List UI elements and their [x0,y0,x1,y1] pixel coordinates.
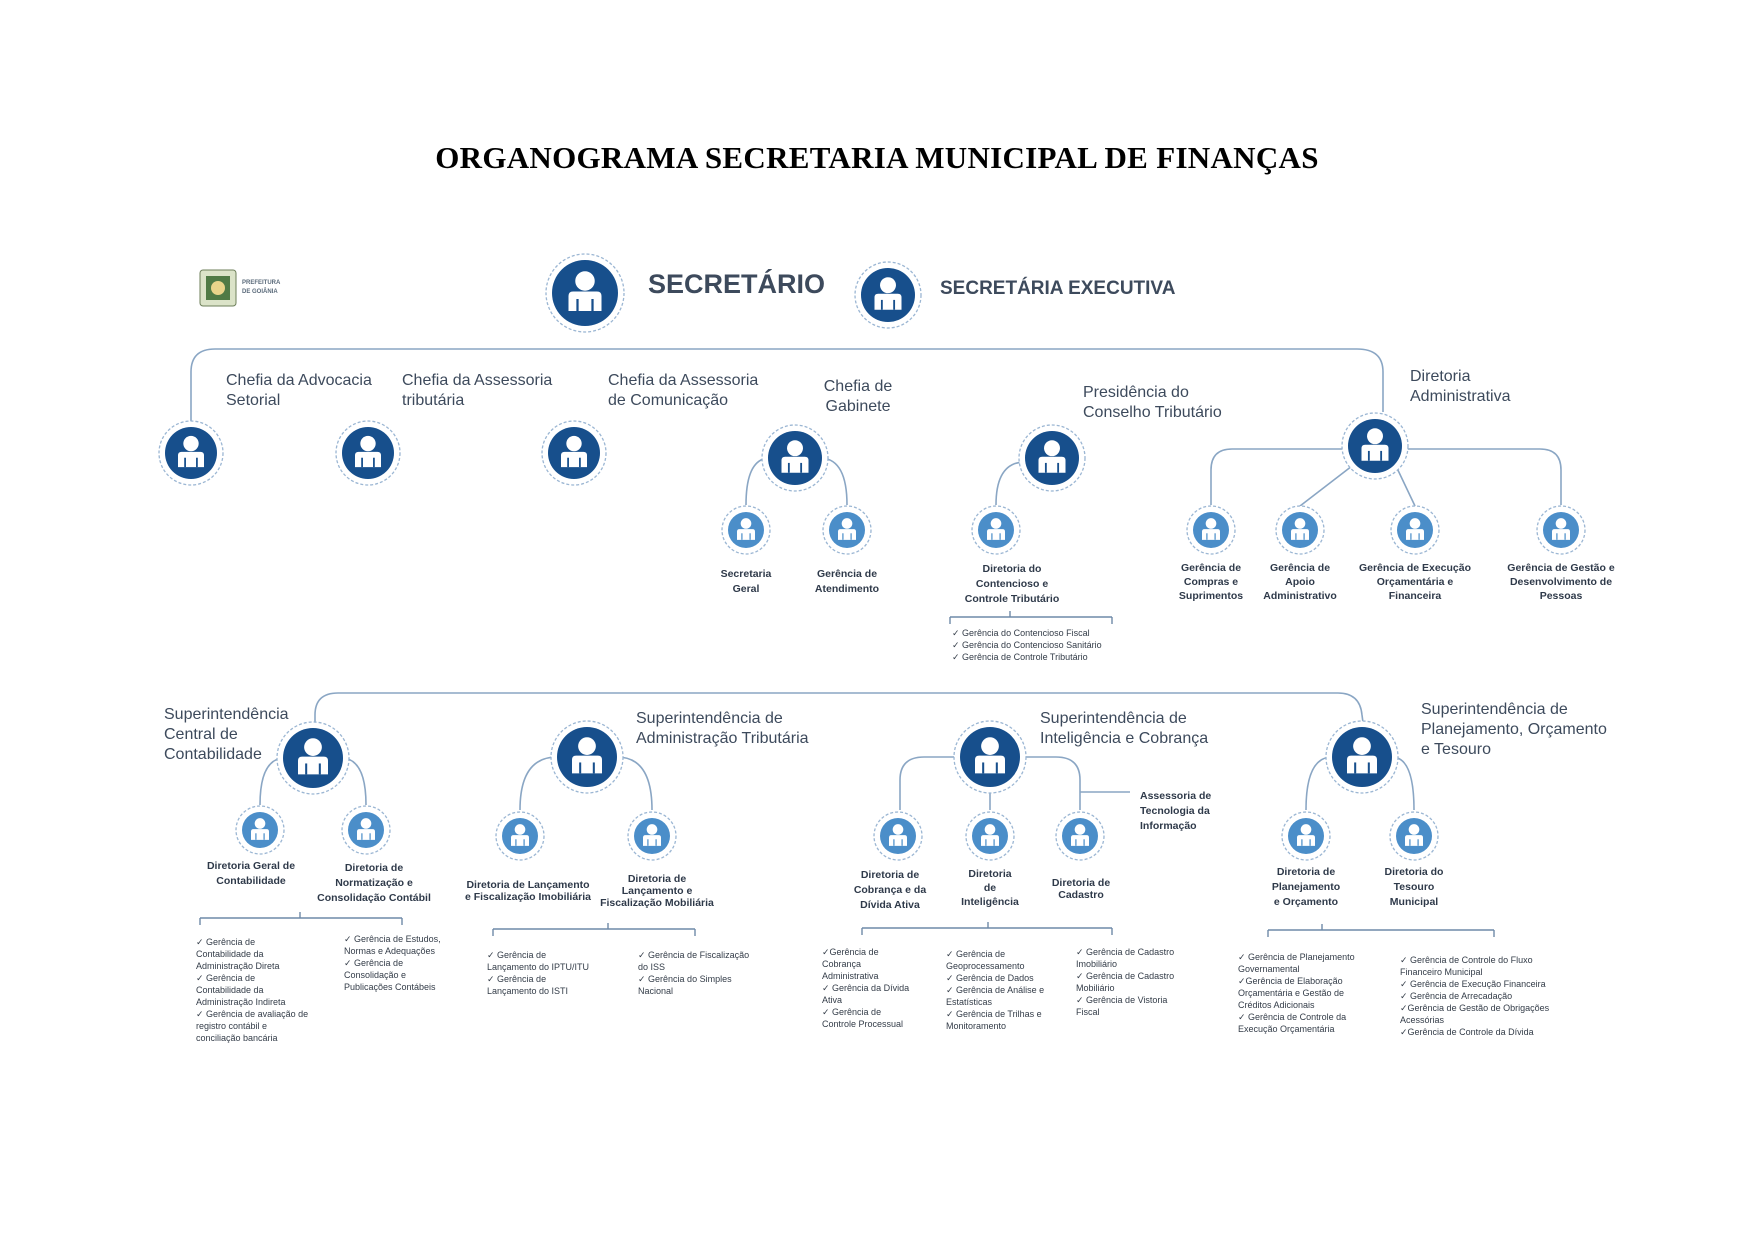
gabinete-child-label-0-line: Secretaria [720,568,772,580]
contab-items-1-line: Consolidação e [344,970,407,980]
contab-child-node-1 [342,806,390,854]
contab-items-1-line: Normas e Adequações [344,946,436,956]
intel-child-label-2 [1052,877,1111,901]
intel-side-label-line: Informação [1140,820,1197,832]
plan-items-0-line: ✓Gerência de Elaboração [1238,976,1343,986]
intel-items-1-line: Monitoramento [946,1021,1007,1031]
adm-branch [1211,449,1348,505]
level1-label-2-line: de Comunicação [608,392,729,409]
contab-child-label-0-line: Diretoria Geral de [206,860,296,872]
plan-items-1-line: ✓Gerência de Gestão de Obrigações [1400,1003,1550,1013]
intel-items-2-line: ✓ Gerência de Vistoria [1076,995,1168,1005]
intel-items-0-line: Controle Processual [822,1019,904,1029]
trib-items-1-line: ✓ Gerência do Simples [638,974,732,984]
contab-items-0-line: registro contábil e [196,1021,268,1031]
plan-child-label-0-line: Planejamento [1271,881,1341,893]
intel-items-1-line: Geoprocessamento [946,961,1025,971]
level1-node-1 [336,421,400,485]
adm-child-label-1-line: Apoio [1285,576,1315,588]
intel-items-0-line: Administrativa [822,971,879,981]
level2-label-0-line: Central de [164,726,238,743]
trib-items-0-line: ✓ Gerência de [487,950,547,960]
intel-child-label-0 [854,869,927,911]
gabinete-child-label-1-line: Atendimento [814,583,880,595]
level1-label-0 [226,372,372,409]
level2-label-3-line: Planejamento, Orçamento [1421,721,1607,738]
contab-items-1-line: ✓ Gerência de Estudos, [344,934,441,944]
level1-label-4-line: Conselho Tributário [1083,404,1222,421]
conselho-child-node [972,506,1020,554]
level2-label-2-line: Superintendência de [1040,710,1187,727]
contab-items-0 [196,937,308,1043]
intel-side-label-line: Tecnologia da [1140,805,1210,817]
level2-label-1-line: Administração Tributária [636,730,809,747]
intel-child-label-0-line: Diretoria de [860,869,920,881]
contab-child-label-1-line: Consolidação Contábil [317,892,431,904]
intel-child-node-1 [966,812,1014,860]
gabinete-child-label-1-line: Gerência de [816,568,878,580]
plan-items-0 [1238,952,1355,1034]
plan-items-1-line: Financeiro Municipal [1400,967,1483,977]
adm-child-label-2 [1359,562,1471,602]
intel-branch [1020,757,1080,810]
contab-items-0-line: conciliação bancária [196,1033,278,1043]
contab-child-label-1 [317,862,431,904]
intel-branch [900,757,960,810]
contab-child-label-0-line: Contabilidade [216,875,286,887]
secretaria-executiva-label: SECRETÁRIA EXECUTIVA [940,278,1176,299]
intel-child-label-0-line: Cobrança e da [853,884,927,896]
adm-child-node-3 [1537,506,1585,554]
plan-items-1-line: Acessórias [1400,1015,1445,1025]
trib-child-label-1-line: Diretoria de [627,873,687,885]
trib-child-label-1 [600,873,714,909]
adm-child-label-3 [1507,562,1615,602]
adm-child-label-0-line: Compras e [1183,576,1239,588]
intel-child-node-0 [874,812,922,860]
adm-child-label-3-line: Pessoas [1539,590,1583,602]
intel-items-2-line: Imobiliário [1076,959,1118,969]
level1-node-2 [542,421,606,485]
adm-child-label-2-line: Financeira [1388,590,1442,602]
adm-branch [1396,466,1415,506]
intel-child-node-2 [1056,812,1104,860]
contab-items-0-line: ✓ Gerência de avaliação de [196,1009,309,1019]
level2-label-3-line: Superintendência de [1421,701,1568,718]
contab-items-1-line: ✓ Gerência de [344,958,404,968]
level1-label-2 [608,372,758,409]
level1-label-5-line: Diretoria [1410,368,1471,385]
level1-node-3 [762,425,828,491]
intel-items-2-line: ✓ Gerência de Cadastro [1076,971,1175,981]
adm-child-label-2-line: Orçamentária e [1376,576,1454,588]
conselho-items-line: ✓ Gerência de Controle Tributário [952,652,1088,662]
trib-branch [520,757,557,810]
logo-text-2: DE GOIÂNIA [242,289,278,295]
adm-child-node-1 [1276,506,1324,554]
level1-label-3-line: Gabinete [825,398,891,415]
intel-items-1-line: ✓ Gerência de [946,949,1006,959]
adm-branch [1300,466,1352,506]
level2-node-3 [1326,721,1398,793]
level2-label-0-line: Contabilidade [164,746,262,763]
intel-items-0-line: Cobrança [822,959,862,969]
plan-items-0-line: ✓ Gerência de Controle da [1238,1012,1347,1022]
level1-label-2-line: Chefia da Assessoria [608,372,759,389]
intel-items-1-line: Estatísticas [946,997,993,1007]
gabinete-child-label-0 [721,568,772,595]
trib-items-0-line: ✓ Gerência de [487,974,547,984]
level2-label-2-line: Inteligência e Cobrança [1040,730,1209,747]
contab-items-0-line: Contabilidade da [196,949,264,959]
trib-child-label-0 [465,879,591,903]
intel-items-0-line: Ativa [822,995,843,1005]
contab-items-1-line: Publicações Contábeis [344,982,436,992]
intel-child-label-0-line: Dívida Ativa [860,899,920,911]
intel-items-1-line: ✓ Gerência de Análise e [946,985,1045,995]
level2-label-3 [1421,701,1607,758]
page-title: ORGANOGRAMA SECRETARIA MUNICIPAL DE FINANÇAS [435,140,1319,175]
conselho-child-label-line: Diretoria do [982,563,1042,575]
secretario-label [648,268,825,299]
trib-child-label-0-line: Diretoria de Lançamento [466,879,590,891]
conselho-items [952,628,1102,662]
contab-items-0-line: Administração Direta [196,961,280,971]
intel-items-2-line: ✓ Gerência de Cadastro [1076,947,1175,957]
trib-items-0-line: Lançamento do IPTU/ITU [487,962,590,972]
adm-child-label-0-line: Gerência de [1180,562,1242,574]
plan-child-label-1-line: Diretoria do [1384,866,1444,878]
intel-items-0-line: ✓ Gerência da Dívida [822,983,910,993]
conselho-child-label-line: Contencioso e [975,578,1049,590]
conselho-child-label [965,563,1060,605]
level1-node-4 [1019,425,1085,491]
plan-child-label-0-line: e Orçamento [1273,896,1339,908]
contab-items-0-line: Administração Indireta [196,997,286,1007]
plan-items-1-line: ✓Gerência de Controle da Dívida [1400,1027,1534,1037]
level2-label-0-line: Superintendência [164,706,289,723]
level1-label-3 [824,378,893,415]
level1-label-3-line: Chefia de [823,378,893,395]
adm-child-label-3-line: Gerência de Gestão e [1507,562,1615,574]
level1-label-4 [1083,384,1222,421]
adm-child-label-0-line: Suprimentos [1178,590,1244,602]
trib-items-0-line: Lançamento do ISTI [487,986,569,996]
intel-items-0 [822,947,909,1029]
trib-branch [617,757,652,810]
intel-side-label-line: Assessoria de [1140,790,1212,802]
intel-items-1-line: ✓ Gerência de Dados [946,973,1034,983]
contab-items-0-line: Contabilidade da [196,985,264,995]
level2-node-2 [954,721,1026,793]
trib-items-1-line: Nacional [638,986,674,996]
level2-label-1-line: Superintendência de [636,710,783,727]
intel-child-label-1-line: Diretoria [968,868,1012,880]
intel-items-2-line: Mobiliário [1076,983,1115,993]
plan-child-label-1 [1385,866,1444,908]
adm-child-label-1-line: Gerência de [1269,562,1331,574]
adm-child-label-1-line: Administrativo [1263,590,1337,602]
level1-label-1 [402,372,552,409]
plan-items-0-line: Execução Orçamentária [1238,1024,1335,1034]
level1-label-5-line: Administrativa [1410,388,1511,405]
trib-child-label-1-line: Lançamento e [621,885,693,897]
contab-child-node-0 [236,806,284,854]
intel-child-label-1 [961,868,1019,908]
level2-node-1 [551,721,623,793]
plan-items-0-line: ✓ Gerência de Planejamento [1238,952,1355,962]
plan-child-label-1-line: Municipal [1389,896,1439,908]
level1-node-0 [159,421,223,485]
nodes-layer [159,254,1585,860]
adm-child-label-1 [1263,562,1337,602]
intel-items-0-line: ✓ Gerência de [822,1007,882,1017]
conselho-child-label-line: Controle Tributário [964,593,1060,605]
gabinete-child-label-1 [815,568,879,595]
level1-node-5 [1342,413,1408,479]
adm-child-label-3-line: Desenvolvimento de [1509,576,1613,588]
intel-child-label-1-line: Inteligência [961,896,1019,908]
level2-label-2 [1040,710,1208,747]
contab-child-label-1-line: Diretoria de [344,862,404,874]
level2-node-0 [277,722,349,794]
contab-items-1 [344,934,441,992]
adm-child-node-0 [1187,506,1235,554]
conselho-items-line: ✓ Gerência do Contencioso Fiscal [952,628,1090,638]
level2-label-3-line: e Tesouro [1421,741,1491,758]
trib-items-1-line: do ISS [638,962,666,972]
intel-child-label-1-line: de [983,882,997,894]
intel-child-label-2-line: Diretoria de [1051,877,1111,889]
level1-label-5 [1410,368,1511,405]
trib-child-label-1-line: Fiscalização Mobiliária [600,897,714,909]
plan-items-1 [1400,955,1550,1037]
plan-items-1-line: ✓ Gerência de Controle do Fluxo [1400,955,1533,965]
secretaria-executiva-node [855,262,921,328]
level2-rail [315,693,1364,730]
trib-child-label-0-line: e Fiscalização Imobiliária [464,891,592,903]
adm-branch [1402,449,1561,505]
intel-items-1-line: ✓ Gerência de Trilhas e [946,1009,1042,1019]
intel-items-1 [946,949,1044,1031]
secretario-node [546,254,624,332]
level1-label-0-line: Chefia da Advocacia [226,372,372,389]
plan-child-label-1-line: Tesouro [1393,881,1435,893]
logo-text-1: PREFEITURA [242,280,281,286]
level2-label-0 [164,706,289,763]
prefeitura-logo [200,270,281,306]
level1-label-0-line: Setorial [226,392,281,409]
trib-child-node-1 [628,812,676,860]
contab-child-label-1-line: Normatização e [335,877,413,889]
intel-side-label [1140,790,1211,832]
contab-items-0-line: ✓ Gerência de [196,973,256,983]
plan-items-1-line: ✓ Gerência de Arrecadação [1400,991,1513,1001]
plan-items-0-line: Créditos Adicionais [1238,1000,1315,1010]
secretario-label-line: SECRETÁRIO [648,269,826,299]
plan-items-1-line: ✓ Gerência de Execução Financeira [1400,979,1546,989]
adm-child-node-2 [1391,506,1439,554]
trib-items-1 [638,950,749,996]
plan-items-0-line: Governamental [1238,964,1300,974]
gabinete-child-node-0 [722,506,770,554]
level1-label-4-line: Presidência do [1083,384,1189,401]
intel-items-2-line: Fiscal [1076,1007,1100,1017]
conselho-items-line: ✓ Gerência do Contencioso Sanitário [952,640,1102,650]
contab-child-label-0 [207,860,295,887]
trib-items-0 [487,950,589,996]
plan-child-node-1 [1390,812,1438,860]
intel-items-2 [1076,947,1174,1017]
gabinete-child-label-0-line: Geral [732,583,760,595]
gabinete-child-node-1 [823,506,871,554]
plan-child-label-0-line: Diretoria de [1276,866,1336,878]
intel-items-0-line: ✓Gerência de [822,947,879,957]
adm-child-label-0 [1179,562,1243,602]
level1-label-1-line: tributária [402,392,465,409]
level1-label-1-line: Chefia da Assessoria [402,372,553,389]
contab-items-0-line: ✓ Gerência de [196,937,256,947]
plan-child-node-0 [1282,812,1330,860]
trib-items-1-line: ✓ Gerência de Fiscalização [638,950,750,960]
adm-child-label-2-line: Gerência de Execução [1358,562,1472,574]
intel-child-label-2-line: Cadastro [1058,889,1104,901]
trib-child-node-0 [496,812,544,860]
labels-layer [164,268,1615,1043]
plan-items-0-line: Orçamentária e Gestão de [1238,988,1345,998]
plan-child-label-0 [1272,866,1340,908]
level2-label-1 [636,710,809,747]
